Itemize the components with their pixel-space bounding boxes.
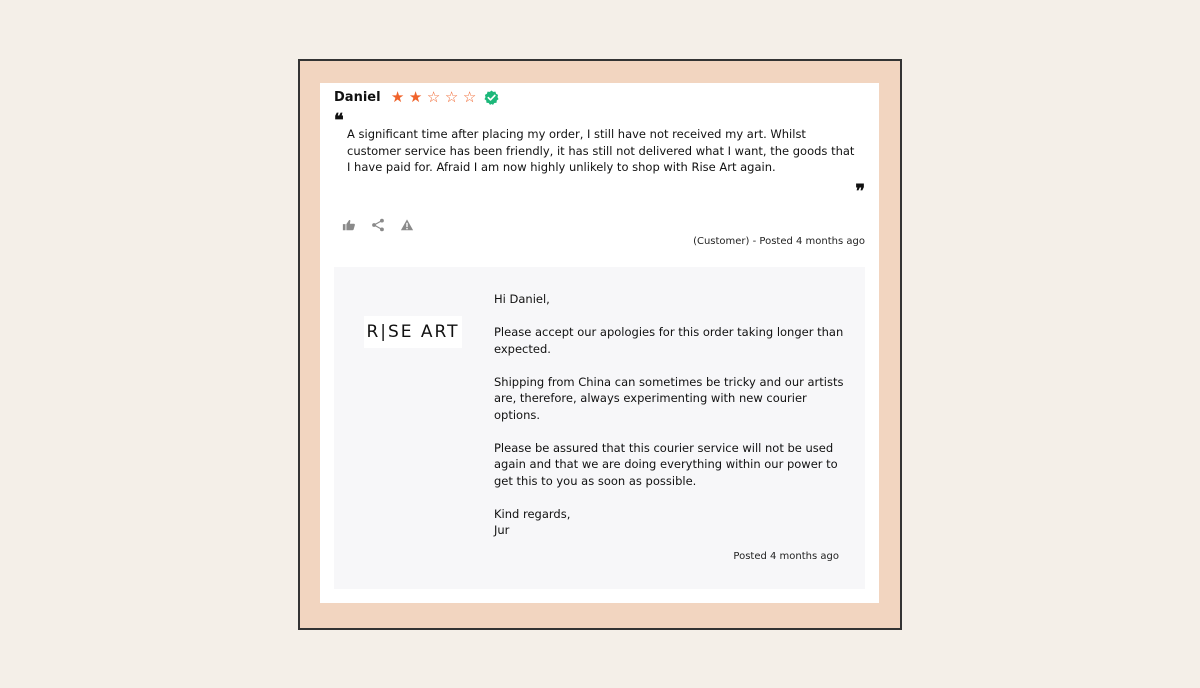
star-rating [389, 87, 479, 106]
open-quote-icon: ❝ [334, 110, 344, 131]
star-empty-icon: ☆ [444, 87, 459, 106]
review-card [320, 83, 879, 603]
reply-posted-info: Posted 4 months ago [733, 551, 839, 562]
review-frame [298, 59, 902, 630]
reply-greeting: Hi Daniel, [494, 292, 550, 306]
reply-body [494, 291, 844, 539]
report-icon[interactable] [400, 217, 416, 233]
star-empty-icon: ☆ [426, 87, 441, 106]
close-quote-icon: ❞ [855, 181, 865, 202]
star-filled-icon: ★ [408, 87, 423, 106]
star-empty-icon: ☆ [462, 87, 477, 106]
reply-sign-off [494, 506, 844, 539]
thumbs-up-icon[interactable] [342, 217, 358, 233]
review-header [334, 88, 499, 106]
reply-signature: Jur [494, 523, 510, 537]
reply-paragraph: Shipping from China can sometimes be tricky and our artists are, therefore, always experimenting with new courier options. [494, 374, 844, 422]
merchant-reply [334, 267, 865, 589]
share-icon[interactable] [371, 217, 387, 233]
star-filled-icon: ★ [390, 87, 405, 106]
reviewer-name: Daniel [334, 89, 381, 105]
reply-paragraph: Please accept our apologies for this order taking longer than expected. [494, 325, 844, 356]
reply-paragraph: Please be assured that this courier service will not be used again and that we are doing everything within our power to get this to you as soon as possible. [494, 440, 838, 488]
review-text: A significant time after placing my order, I still have not received my art. Whilst customer service has been friendly, it has still not delivered what I want, the goods that I have paid for. Afraid I am now highly unlikely to shop with Rise Art again. [347, 127, 855, 175]
review-posted-info: (Customer) - Posted 4 months ago [693, 236, 865, 247]
verified-badge-icon [484, 90, 499, 105]
rise-art-logo: R|SE ART [364, 316, 462, 348]
review-actions [342, 217, 429, 233]
reply-sign-off-text: Kind regards, [494, 506, 571, 521]
